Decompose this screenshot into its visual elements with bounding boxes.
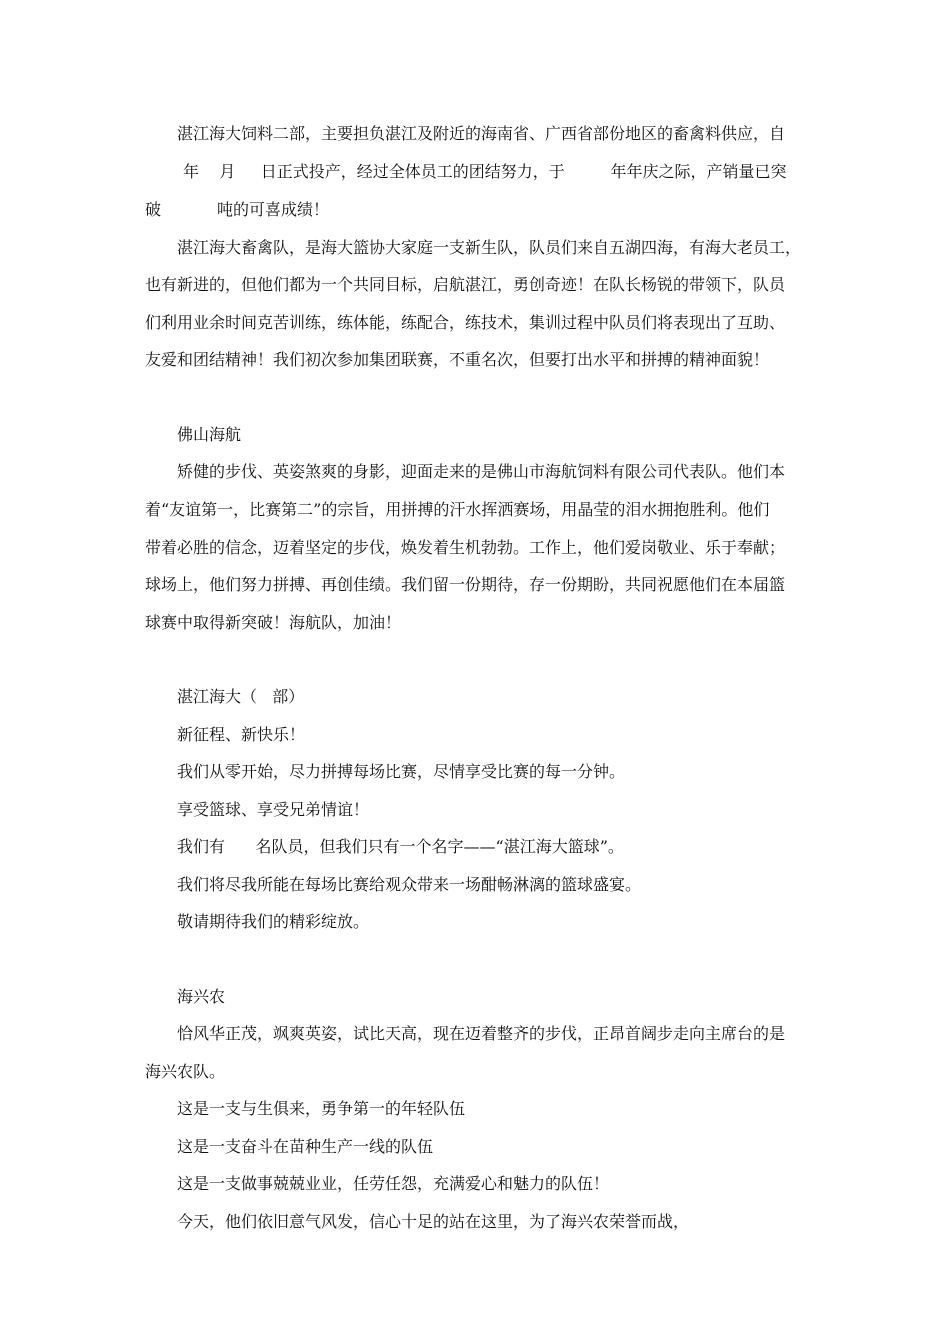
paragraph-line: 湛江海大畜禽队，是海大篮协大家庭一支新生队，队员们来自五湖四海，有海大老员工， bbox=[177, 238, 802, 257]
paragraph-line: 也有新进的，但他们都为一个共同目标，启航湛江，勇创奇迹！在队长杨锐的带领下，队员 bbox=[145, 275, 786, 294]
paragraph-line: 们利用业余时间克苦训练，练体能，练配合，练技术，集训过程中队员们将表现出了互助、 bbox=[145, 313, 786, 332]
paragraph-line: 破 吨的可喜成绩！ bbox=[145, 200, 329, 219]
paragraph-line: 恰风华正茂，飒爽英姿，试比天高，现在迈着整齐的步伐，正昂首阔步走向主席台的是 bbox=[177, 1024, 786, 1043]
paragraph-line: 我们从零开始，尽力拼搏每场比赛，尽情享受比赛的每一分钟。 bbox=[177, 762, 626, 781]
section-heading: 佛山海航 bbox=[177, 425, 242, 444]
paragraph-line: 矫健的步伐、英姿煞爽的身影，迎面走来的是佛山市海航饲料有限公司代表队。他们本 bbox=[177, 462, 786, 481]
paragraph-line: 我们有 名队员，但我们只有一个名字——“湛江海大篮球”。 bbox=[177, 837, 624, 856]
paragraph-line: 球场上，他们努力拼搏、再创佳绩。我们留一份期待，存一份期盼，共同祝愿他们在本届篮 bbox=[145, 575, 786, 594]
paragraph-line: 我们将尽我所能在每场比赛给观众带来一场酣畅淋漓的篮球盛宴。 bbox=[177, 875, 642, 894]
paragraph-line: 这是一支做事兢兢业业，任劳任怨，充满爱心和魅力的队伍！ bbox=[177, 1174, 610, 1193]
paragraph-line: 友爱和团结精神！我们初次参加集团联赛，不重名次，但要打出水平和拼搏的精神面貌！ bbox=[145, 350, 770, 369]
section-heading: 海兴农 bbox=[177, 987, 226, 1006]
paragraph-line: 带着必胜的信念，迈着坚定的步伐，焕发着生机勃勃。工作上，他们爱岗敬业、乐于奉献； bbox=[145, 538, 786, 557]
paragraph-line: 湛江海大饲料二部，主要担负湛江及附近的海南省、广西省部份地区的畜禽料供应，自 bbox=[177, 124, 786, 143]
paragraph-line: 享受篮球、享受兄弟情谊！ bbox=[177, 800, 370, 819]
paragraph-line: 球赛中取得新突破！海航队，加油！ bbox=[145, 613, 402, 632]
paragraph-line: 这是一支与生俱来，勇争第一的年轻队伍 bbox=[177, 1099, 466, 1118]
paragraph-line: 新征程、新快乐！ bbox=[177, 725, 306, 744]
paragraph-line: 这是一支奋斗在苗种生产一线的队伍 bbox=[177, 1137, 434, 1156]
paragraph-line: 敬请期待我们的精彩绽放。 bbox=[177, 912, 370, 931]
paragraph-line: 着“友谊第一，比赛第二”的宗旨，用拼搏的汗水挥洒赛场，用晶莹的泪水拥抱胜利。他们 bbox=[145, 500, 770, 519]
paragraph-line: 今天，他们依旧意气风发，信心十足的站在这里，为了海兴农荣誉而战， bbox=[177, 1212, 690, 1231]
paragraph-line: 年 月 日正式投产，经过全体员工的团结努力，于 年年庆之际，产销量已突 bbox=[183, 162, 787, 181]
paragraph-line: 海兴农队。 bbox=[145, 1062, 226, 1081]
section-heading: 湛江海大（ 部） bbox=[177, 687, 305, 706]
